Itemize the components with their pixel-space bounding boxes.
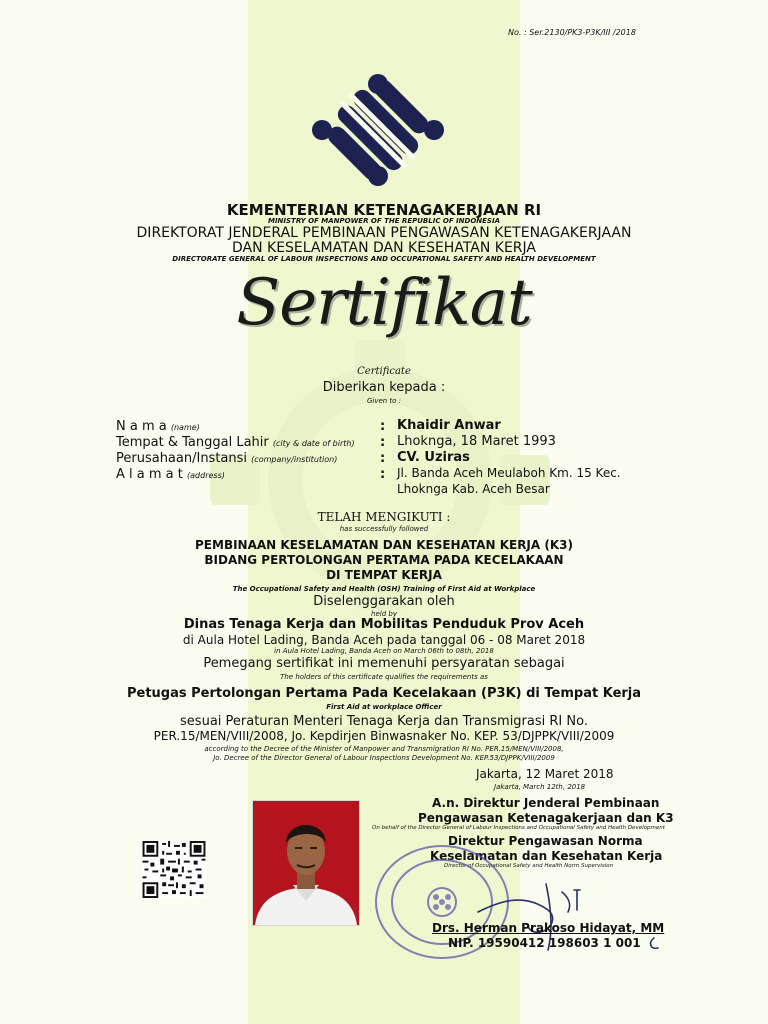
given-to-en: Given to : — [366, 397, 402, 405]
qualification-en: First Aid at workplace Officer — [326, 703, 442, 711]
place-date-en: Jakarta, March 12th, 2018 — [494, 783, 586, 791]
training-line-1: PEMBINAAN KESELAMATAN DAN KESEHATAN KERJA (K3) — [195, 538, 573, 552]
venue-en: in Aula Hotel Lading, Banda Aceh on March 06th to 08th, 2018 — [274, 647, 494, 655]
field-address-value-2: Lhoknga Kab. Aceh Besar — [397, 482, 550, 496]
held-by-en: held by — [371, 610, 397, 618]
field-birth-label: Tempat & Tanggal Lahir (city & date of birth) — [116, 435, 355, 450]
given-to: Diberikan kepada : — [322, 380, 446, 395]
qualification: Petugas Pertolongan Pertama Pada Kecelakaan (P3K) di Tempat Kerja — [126, 686, 642, 701]
regulation-line-2: PER.15/MEN/VIII/2008, Jo. Kepdirjen Binwasnaker No. KEP. 53/DJPPK/VIII/2009 — [153, 729, 615, 743]
venue: di Aula Hotel Lading, Banda Aceh pada tanggal 06 - 08 Maret 2018 — [182, 633, 586, 647]
training-line-3: DI TEMPAT KERJA — [326, 568, 442, 582]
field-company-value: CV. Uziras — [397, 450, 470, 465]
qr-code — [142, 841, 206, 898]
field-name-colon: : — [380, 419, 386, 434]
regulation-en-2: Jo. Decree of the Director General of Labour Inspections Development No. KEP.53/DJPPK/VIII/2009 — [213, 754, 555, 762]
organizer: Dinas Tenaga Kerja dan Mobilitas Penduduk Prov Aceh — [183, 617, 585, 632]
field-birth-colon: : — [380, 435, 386, 450]
field-name-value: Khaidir Anwar — [397, 418, 501, 433]
training-en: The Occupational Safety and Health (OSH) Training of First Aid at Workplace — [232, 585, 536, 593]
document-number: No. : Ser.2130/PK3-P3K/III /2018 — [508, 28, 636, 37]
ministry-logo — [308, 74, 448, 186]
followed-heading: TELAH MENGIKUTI : — [317, 510, 451, 524]
position-line-2: Keselamatan dan Kesehatan Kerja — [430, 849, 663, 863]
field-birth-value: Lhoknga, 18 Maret 1993 — [397, 434, 556, 449]
field-company-label: Perusahaan/Instansi (company/institution) — [116, 451, 338, 466]
regulation-en-1: according to the Decree of the Minister of Manpower and Transmigration RI No. PER.15/MEN/VIII/2008, — [204, 745, 564, 753]
directorate-en: DIRECTORATE GENERAL OF LABOUR INSPECTIONS AND OCCUPATIONAL SAFETY AND HEALTH DEVELOPMENT — [172, 255, 596, 263]
ministry-name-en: MINISTRY OF MANPOWER OF THE REPUBLIC OF INDONESIA — [267, 217, 500, 225]
field-address-label: A l a m a t (address) — [116, 467, 225, 482]
training-line-2: BIDANG PERTOLONGAN PERTAMA PADA KECELAKAAN — [204, 553, 564, 567]
signatory-nip: NIP. 19590412 198603 1 001 — [448, 936, 641, 950]
recipient-photo — [252, 800, 360, 926]
directorate-line-1: DIREKTORAT JENDERAL PEMBINAAN PENGAWASAN KETENAGAKERJAAN — [136, 225, 632, 241]
ministry-name: KEMENTERIAN KETENAGAKERJAAN RI — [226, 201, 542, 219]
certificate-title-en: Certificate — [357, 366, 411, 377]
position-en: Director of Occupational Safety and Health Norm Supervision — [444, 863, 614, 869]
field-address-value: Jl. Banda Aceh Meulaboh Km. 15 Kec. — [397, 466, 621, 480]
certificate-title: Sertifikat — [236, 266, 532, 340]
field-address-colon: : — [380, 467, 386, 482]
on-behalf-en: On behalf of the Director General of Labour Inspections and Occupational Safety and Health Development — [372, 825, 665, 831]
qr-code-pattern — [142, 841, 206, 898]
holder-statement: Pemegang sertifikat ini memenuhi persyaratan sebagai — [203, 656, 565, 671]
on-behalf-line-1: A.n. Direktur Jenderal Pembinaan — [432, 796, 660, 810]
holder-statement-en: The holders of this certificate qualifies the requirements as — [280, 673, 488, 681]
held-by: Diselenggarakan oleh — [313, 594, 455, 609]
directorate-line-2: DAN KESELAMATAN DAN KESEHATAN KERJA — [231, 240, 536, 256]
followed-en: has successfully followed — [339, 525, 429, 533]
field-company-colon: : — [380, 451, 386, 466]
portrait-figure — [253, 801, 359, 925]
position-line-1: Direktur Pengawasan Norma — [448, 834, 643, 848]
signatory-name: Drs. Herman Prakoso Hidayat, MM — [432, 921, 665, 935]
on-behalf-line-2: Pengawasan Ketenagakerjaan dan K3 — [418, 811, 674, 825]
place-date: Jakarta, 12 Maret 2018 — [476, 767, 614, 781]
regulation-line-1: sesuai Peraturan Menteri Tenaga Kerja dan Transmigrasi RI No. — [180, 714, 588, 729]
field-name-label: N a m a (name) — [116, 419, 200, 434]
